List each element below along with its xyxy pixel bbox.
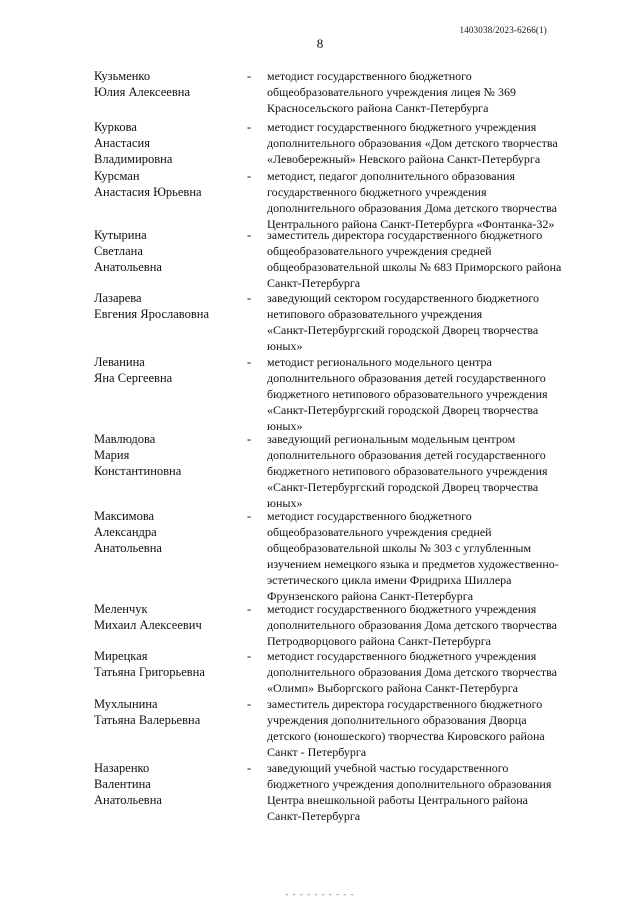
separator-dash: - [247, 509, 252, 523]
person-name: Леванина Яна Сергеевна [94, 355, 173, 385]
person-position: заместитель директора государственного бюджетного учреждения дополнительного образования Дворца детского (юношеского) творчества Кировского района Санкт - Петербурга [267, 697, 545, 759]
person-position: заведующий учебной частью государственного бюджетного учреждения дополнительного образования Центра внешкольной работы Центрального района Санкт-Петербурга [267, 761, 552, 823]
separator-dash: - [247, 69, 252, 83]
person-name: Мавлюдова Мария Константиновна [94, 432, 182, 478]
person-position: методист государственного бюджетного учреждения дополнительного образования «Дом детского творчества «Левобережный» Невского района Санкт-Петербурга [267, 120, 558, 166]
person-position: заместитель директора государственного бюджетного общеобразовательного учреждения средней общеобразовательной школы № 683 Приморского района Санкт-Петербурга [267, 228, 562, 290]
person-position: заведующий региональным модельным центром дополнительного образования детей государственного бюджетного нетипового образовательного учреждения «Санкт-Петербургский городской Дворец творчества юных» [267, 432, 548, 510]
person-name: Меленчук Михаил Алексеевич [94, 602, 202, 632]
person-position: методист государственного бюджетного общеобразовательного учреждения средней общеобразовательной школы № 303 с углубленным изучением немецкого языка и предметов художественно- эстетического цикла имени Фридриха Шиллера Фрунзенского района Санкт-Петербурга [267, 509, 559, 603]
person-name: Лазарева Евгения Ярославовна [94, 291, 209, 321]
separator-dash: - [247, 432, 252, 446]
person-name: Максимова Александра Анатольевна [94, 509, 162, 555]
person-position: методист государственного бюджетного учреждения дополнительного образования Дома детского творчества «Олимп» Выборгского района Санкт-Петербурга [267, 649, 557, 695]
person-position: методист государственного бюджетного учреждения дополнительного образования Дома детского творчества Петродворцового района Санкт-Петербурга [267, 602, 557, 648]
separator-dash: - [247, 602, 252, 616]
separator-dash: - [247, 649, 252, 663]
separator-dash: - [247, 355, 252, 369]
document-registration-number: 1403038/2023-6266(1) [459, 25, 547, 35]
separator-dash: - [247, 697, 252, 711]
separator-dash: - [247, 169, 252, 183]
person-name: Кузьменко Юлия Алексеевна [94, 69, 190, 99]
person-position: методист, педагог дополнительного образования государственного бюджетного учреждения дополнительного образования Дома детского творчества Центрального района Санкт-Петербурга «Фонтанка-32» [267, 169, 557, 231]
person-name: Мухлынина Татьяна Валерьевна [94, 697, 201, 727]
person-name: Куркова Анастасия Владимировна [94, 120, 173, 166]
person-name: Назаренко Валентина Анатольевна [94, 761, 162, 807]
separator-dash: - [247, 761, 252, 775]
person-position: методист регионального модельного центра дополнительного образования детей государственного бюджетного нетипового образовательного учреждения «Санкт-Петербургский городской Дворец творчества юных» [267, 355, 548, 433]
separator-dash: - [247, 291, 252, 305]
person-position: методист государственного бюджетного общеобразовательного учреждения лицея № 369 Красносельского района Санкт-Петербурга [267, 69, 516, 115]
person-name: Курсман Анастасия Юрьевна [94, 169, 202, 199]
separator-dash: - [247, 228, 252, 242]
person-name: Мирецкая Татьяна Григорьевна [94, 649, 205, 679]
person-name: Кутырина Светлана Анатольевна [94, 228, 162, 274]
page-number: 8 [316, 36, 324, 51]
footer-scan-mark: - - - - - - - - - - [285, 889, 355, 899]
person-position: заведующий сектором государственного бюджетного нетипового образовательного учреждения «Санкт-Петербургский городской Дворец творчества юных» [267, 291, 539, 353]
separator-dash: - [247, 120, 252, 134]
